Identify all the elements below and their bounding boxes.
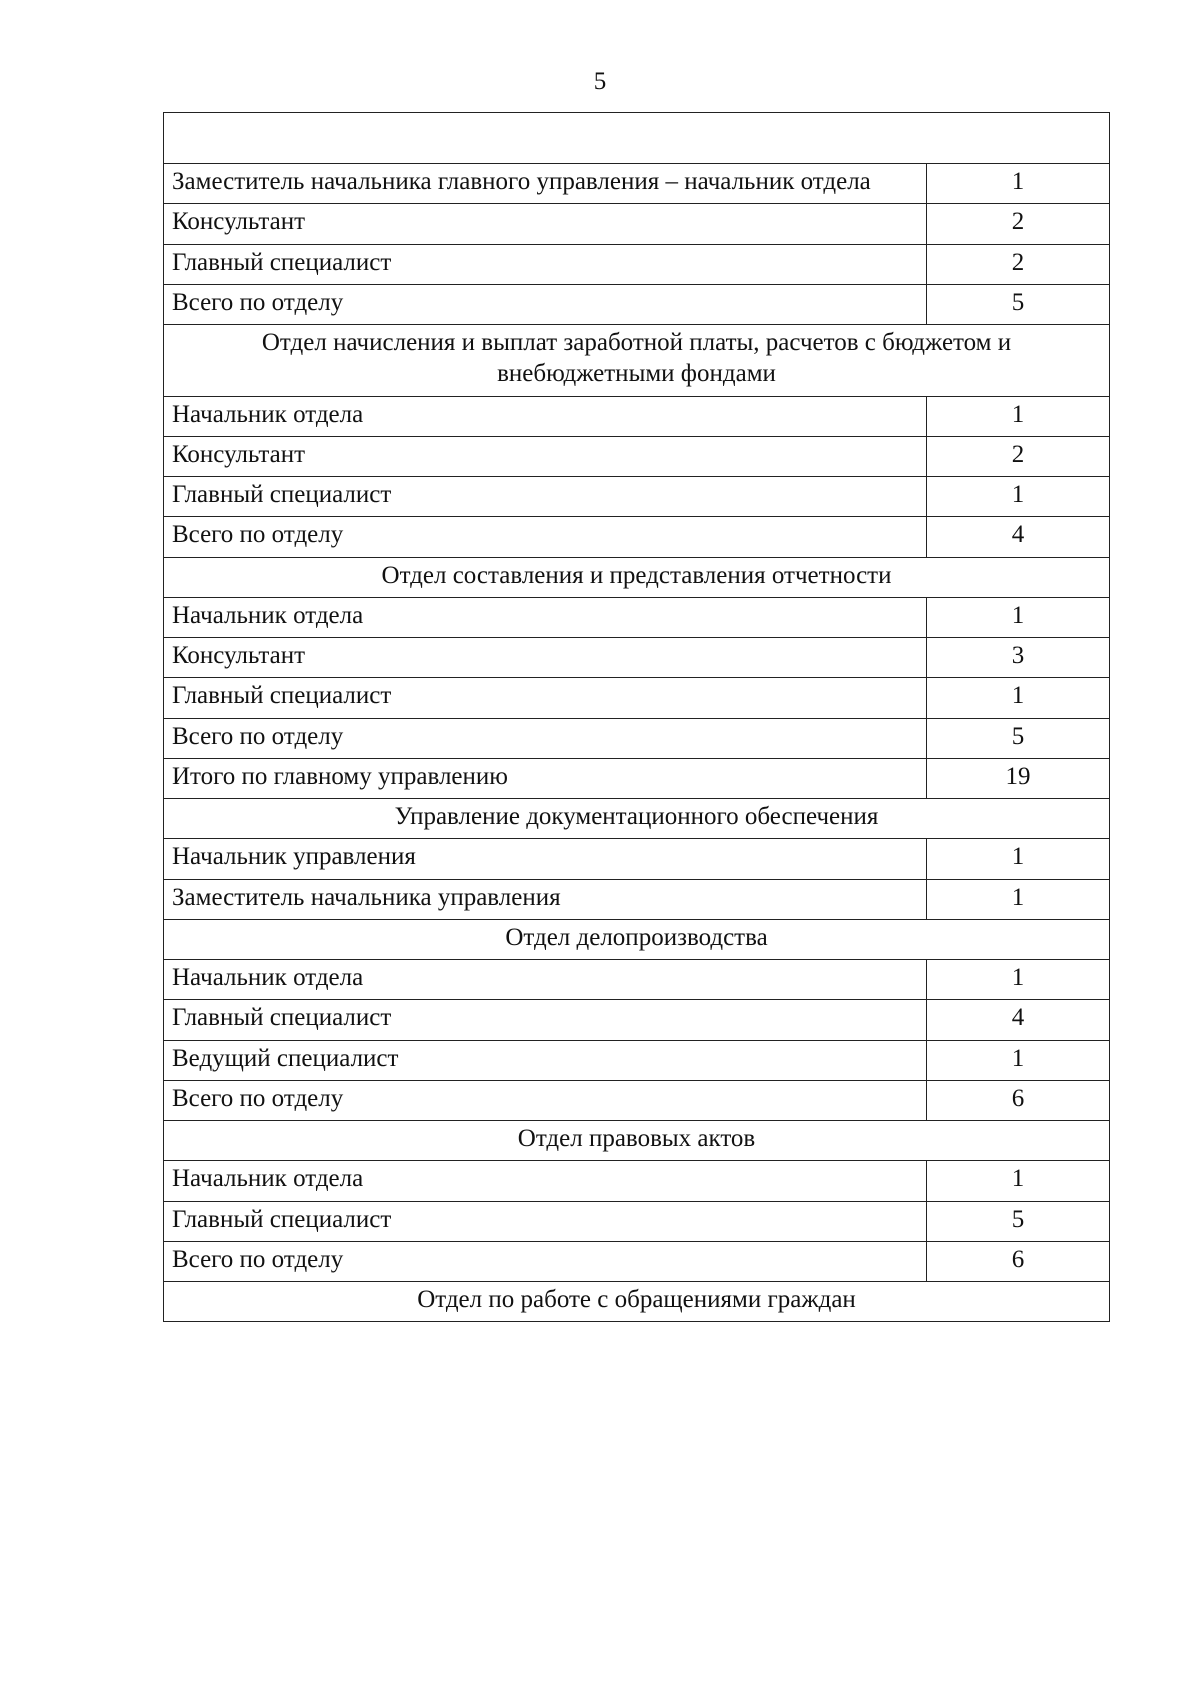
table-row xyxy=(164,204,1110,244)
table-row xyxy=(164,1161,1110,1201)
count-cell: 4 xyxy=(927,517,1110,557)
position-cell: Ведущий специалист xyxy=(164,1040,927,1080)
count-cell: 1 xyxy=(927,960,1110,1000)
position-cell: Начальник отдела xyxy=(164,396,927,436)
count-cell: 1 xyxy=(927,1161,1110,1201)
position-cell: Всего по отделу xyxy=(164,718,927,758)
table-row xyxy=(164,396,1110,436)
section-title: Отдел составления и представления отчетности xyxy=(164,557,1110,597)
staffing-table-body xyxy=(164,113,1110,1322)
table-row xyxy=(164,718,1110,758)
count-cell: 5 xyxy=(927,284,1110,324)
page-number: 5 xyxy=(593,68,607,95)
position-cell: Главный специалист xyxy=(164,244,927,284)
section-header-row xyxy=(164,557,1110,597)
position-cell: Итого по главному управлению xyxy=(164,758,927,798)
table-row-empty xyxy=(164,113,1110,164)
table-row xyxy=(164,477,1110,517)
section-header-row xyxy=(164,919,1110,959)
count-cell: 1 xyxy=(927,879,1110,919)
table-row xyxy=(164,678,1110,718)
count-cell: 4 xyxy=(927,1000,1110,1040)
position-cell: Начальник отдела xyxy=(164,1161,927,1201)
table-row xyxy=(164,597,1110,637)
empty-cell xyxy=(164,113,1110,164)
position-cell: Заместитель начальника главного управления – начальник отдела xyxy=(164,164,927,204)
position-cell: Заместитель начальника управления xyxy=(164,879,927,919)
section-title: Отдел начисления и выплат заработной платы, расчетов с бюджетом и внебюджетными фондами xyxy=(164,325,1110,397)
table-row xyxy=(164,284,1110,324)
table-row xyxy=(164,164,1110,204)
table-row xyxy=(164,1000,1110,1040)
section-header-row xyxy=(164,1282,1110,1322)
table-row xyxy=(164,758,1110,798)
count-cell: 1 xyxy=(927,477,1110,517)
section-title: Отдел по работе с обращениями граждан xyxy=(164,1282,1110,1322)
position-cell: Начальник управления xyxy=(164,839,927,879)
count-cell: 6 xyxy=(927,1080,1110,1120)
table-row xyxy=(164,244,1110,284)
table-row xyxy=(164,1080,1110,1120)
position-cell: Консультант xyxy=(164,204,927,244)
position-cell: Консультант xyxy=(164,638,927,678)
position-cell: Всего по отделу xyxy=(164,284,927,324)
table-row xyxy=(164,839,1110,879)
count-cell: 2 xyxy=(927,244,1110,284)
section-header-row xyxy=(164,325,1110,397)
table-row xyxy=(164,1040,1110,1080)
table-row xyxy=(164,879,1110,919)
section-title: Отдел делопроизводства xyxy=(164,919,1110,959)
count-cell: 1 xyxy=(927,396,1110,436)
count-cell: 1 xyxy=(927,839,1110,879)
count-cell: 5 xyxy=(927,718,1110,758)
position-cell: Консультант xyxy=(164,436,927,476)
count-cell: 1 xyxy=(927,597,1110,637)
position-cell: Всего по отделу xyxy=(164,517,927,557)
staffing-table xyxy=(163,112,1110,1322)
section-header-row xyxy=(164,799,1110,839)
section-title: Отдел правовых актов xyxy=(164,1121,1110,1161)
table-row xyxy=(164,1201,1110,1241)
position-cell: Начальник отдела xyxy=(164,597,927,637)
table-row xyxy=(164,1241,1110,1281)
section-header-row xyxy=(164,1121,1110,1161)
count-cell: 1 xyxy=(927,1040,1110,1080)
count-cell: 2 xyxy=(927,204,1110,244)
position-cell: Всего по отделу xyxy=(164,1241,927,1281)
position-cell: Главный специалист xyxy=(164,1000,927,1040)
count-cell: 19 xyxy=(927,758,1110,798)
position-cell: Главный специалист xyxy=(164,678,927,718)
count-cell: 3 xyxy=(927,638,1110,678)
count-cell: 1 xyxy=(927,164,1110,204)
table-row xyxy=(164,436,1110,476)
table-row xyxy=(164,960,1110,1000)
section-title: Управление документационного обеспечения xyxy=(164,799,1110,839)
count-cell: 1 xyxy=(927,678,1110,718)
table-row xyxy=(164,517,1110,557)
position-cell: Главный специалист xyxy=(164,1201,927,1241)
table-row xyxy=(164,638,1110,678)
position-cell: Всего по отделу xyxy=(164,1080,927,1120)
count-cell: 5 xyxy=(927,1201,1110,1241)
count-cell: 2 xyxy=(927,436,1110,476)
position-cell: Начальник отдела xyxy=(164,960,927,1000)
position-cell: Главный специалист xyxy=(164,477,927,517)
count-cell: 6 xyxy=(927,1241,1110,1281)
